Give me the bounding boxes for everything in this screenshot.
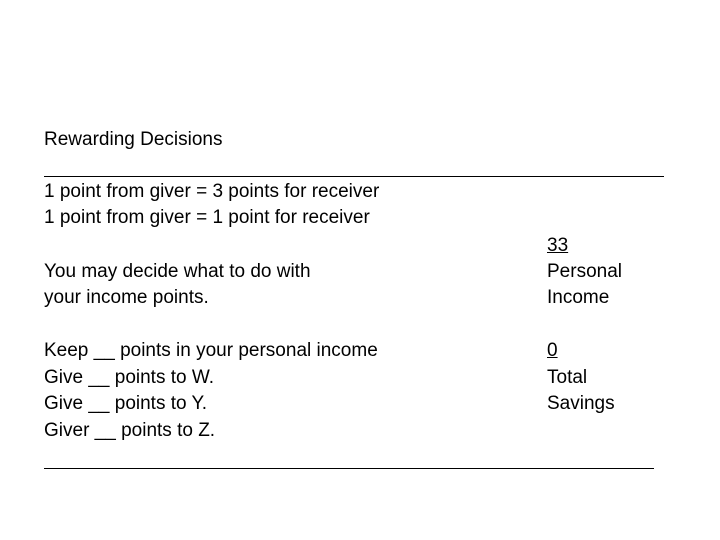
instruction-line-1: You may decide what to do with [44,261,311,282]
total-savings-value: 0 [547,340,558,361]
instruction-line-2: your income points. [44,287,209,308]
personal-income-label-2: Income [547,287,610,308]
page-title: Rewarding Decisions [44,129,223,150]
total-savings-label-1: Total [547,367,588,388]
choice-give-w[interactable]: Give __ points to W. [44,367,215,388]
total-savings-label-2: Savings [547,393,615,414]
choice-give-y[interactable]: Give __ points to Y. [44,393,208,414]
bottom-divider [44,468,654,469]
rule-line-2: 1 point from giver = 1 point for receiver [44,207,370,228]
personal-income-value: 33 [547,235,569,256]
choice-give-z[interactable]: Giver __ points to Z. [44,420,216,441]
top-divider [44,176,664,177]
rule-line-1: 1 point from giver = 3 points for receiver [44,181,380,202]
choice-keep[interactable]: Keep __ points in your personal income [44,340,378,361]
personal-income-label-1: Personal [547,261,622,282]
